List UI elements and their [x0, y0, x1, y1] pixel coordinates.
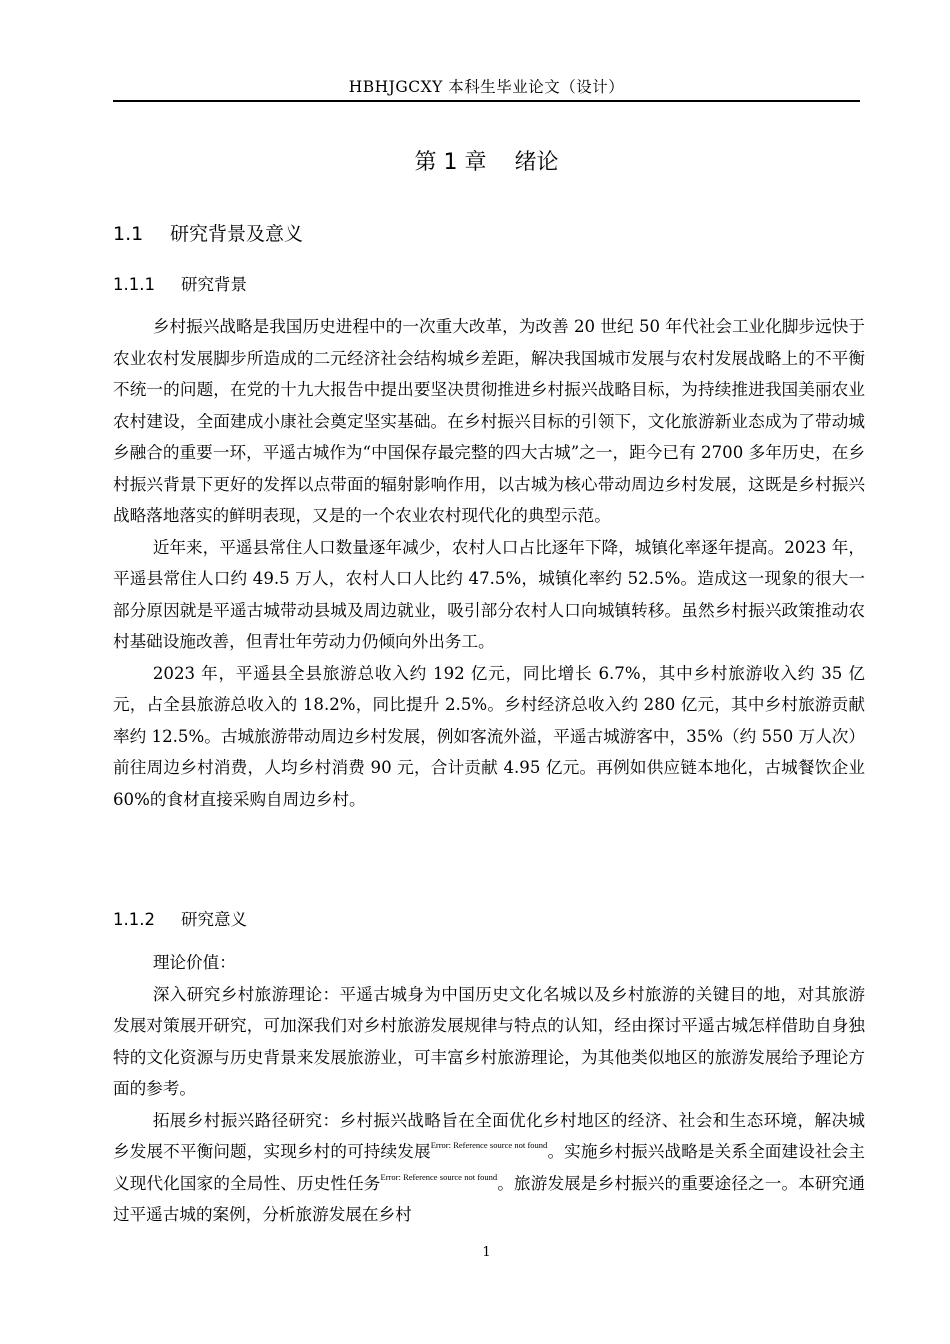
- subsection-title: 研究背景: [181, 275, 247, 294]
- paragraph-label: 理论价值：: [152, 953, 236, 972]
- text-run: 。旅游发展是乡村振兴的重要途径之一。本研究通过平遥古城的案例，分析旅游发展在乡村: [113, 1173, 866, 1224]
- chapter-name: 绪论: [514, 150, 559, 175]
- text-run: 。实施乡村振兴战略是关系全面建设社会主义现代化国家的全局性、历史性任务: [113, 1142, 865, 1193]
- background-body: [113, 311, 865, 815]
- chapter-number: 第 1 章: [414, 150, 487, 175]
- text-run: 拓展乡村振兴路径研究：乡村振兴战略旨在全面优化乡村地区的经济、社会和生态环境，解决城乡发展不平衡问题，实现乡村的可持续发展: [113, 1110, 865, 1161]
- section-heading: [113, 220, 303, 248]
- subsection-heading: [113, 273, 247, 297]
- section-number: 1.1: [113, 223, 144, 245]
- subsection-number: 1.1.2: [113, 910, 155, 929]
- reference-error: Error: Reference source not found: [380, 1171, 498, 1182]
- subsection-title: 研究意义: [181, 910, 247, 929]
- paragraph: 2023 年，平遥县全县旅游总收入约 192 亿元，同比增长 6.7%，其中乡村旅游收入约 35 亿元，占全县旅游总收入的 18.2%，同比提升 2.5%。乡村经济总收入约 280 亿元，其中乡村旅游贡献率约 12.5%。古城旅游带动周边乡村发展，例如客流外溢，平遥古城游客中，35%（约 550 万人次）前往周边乡村消费，人均乡村消费 90 元，合计贡献 4.95 亿元。再例如供应链本地化，古城餐饮企业 60%的食材直接采购自周边乡村。: [113, 663, 865, 809]
- paragraph: [113, 1105, 865, 1231]
- paragraph: 乡村振兴战略是我国历史进程中的一次重大改革，为改善 20 世纪 50 年代社会工业化脚步远快于农业农村发展脚步所造成的二元经济社会结构城乡差距，解决我国城市发展与农村发展战略上的不平衡不统一的问题，在党的十九大报告中提出要坚决贯彻推进乡村振兴战略目标，为持续推进我国美丽农业农村建设，全面建成小康社会奠定坚实基础。在乡村振兴目标的引领下，文化旅游新业态成为了带动城乡融合的重要一环，平遥古城作为“中国保存最完整的四大古城”之一，距今已有 2700 多年历史，在乡村振兴背景下更好的发挥以点带面的辐射影响作用，以古城为核心带动周边乡村发展，这既是乡村振兴战略落地落实的鲜明表现，又是的一个农业农村现代化的典型示范。: [113, 317, 865, 525]
- subsection-heading: [113, 908, 247, 932]
- significance-body: [113, 947, 865, 1231]
- section-title: 研究背景及意义: [170, 223, 304, 245]
- paragraph: 近年来，平遥县常住人口数量逐年减少，农村人口占比逐年下降，城镇化率逐年提高。2023 年，平遥县常住人口约 49.5 万人，农村人口人比约 47.5%，城镇化率约 52.5%。造成这一现象的很大一部分原因就是平遥古城带动县城及周边就业，吸引部分农村人口向城镇转移。虽然乡村振兴政策推动农村基础设施改善，但青壮年劳动力仍倾向外出务工。: [113, 537, 865, 651]
- paragraph: 深入研究乡村旅游理论：平遥古城身为中国历史文化名城以及乡村旅游的关键目的地，对其旅游发展对策展开研究，可加深我们对乡村旅游发展规律与特点的认知，经由探讨平遥古城怎样借助自身独特的文化资源与历史背景来发展旅游业，可丰富乡村旅游理论，为其他类似地区的旅游发展给予理论方面的参考。: [113, 984, 865, 1098]
- header-rule: [113, 100, 860, 102]
- subsection-number: 1.1.1: [113, 275, 155, 294]
- page-number: 1: [482, 1245, 491, 1260]
- chapter-title: [113, 148, 860, 178]
- running-header: HBHJGCXY 本科生毕业论文（设计）: [348, 78, 625, 96]
- reference-error: Error: Reference source not found: [430, 1140, 548, 1150]
